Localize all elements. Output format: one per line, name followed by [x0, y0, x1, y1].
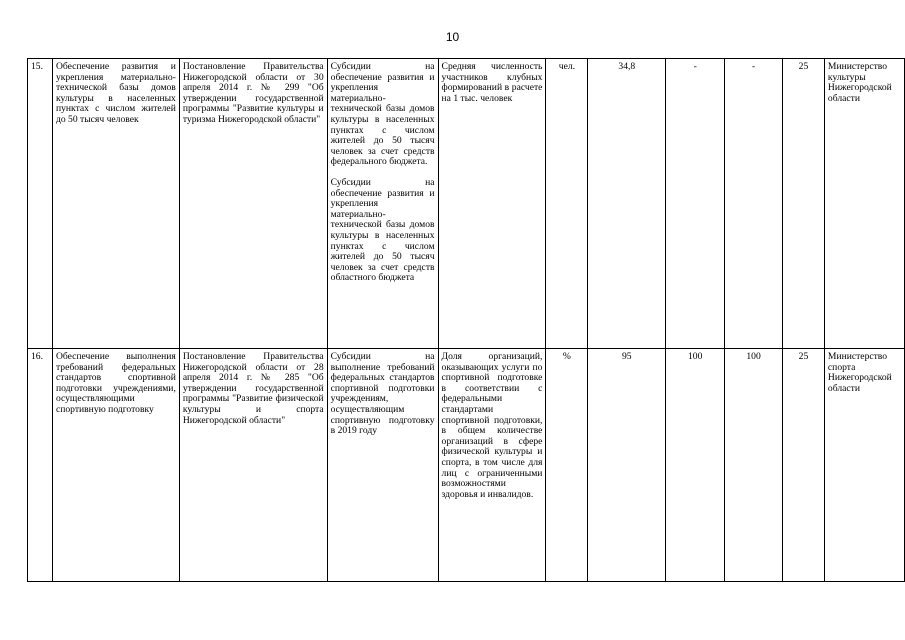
table-row	[28, 59, 905, 349]
subsidy-description	[327, 59, 438, 349]
value-2: 100	[666, 349, 725, 582]
event-name: Обеспечение выполнения требований федеральных стандартов спортивной подготовки учреждениями, осуществляющими спортивную подготовку	[52, 349, 179, 582]
page-number: 10	[445, 30, 460, 44]
program-table	[27, 58, 905, 582]
value-1: 34,8	[588, 59, 666, 349]
subsidy-regional: Субсидии на обеспечение развития и укрепления материально-технической базы домов культуры в населенных пунктах с числом жителей до 50 тысяч человек за счет средств областного бюджета	[330, 176, 435, 284]
row-number: 15.	[28, 59, 53, 349]
unit: чел.	[546, 59, 588, 349]
weight: 25	[783, 59, 825, 349]
row-number: 16.	[28, 349, 53, 582]
legal-basis: Постановление Правительства Нижегородской области от 30 апреля 2014 г. № 299 "Об утверждении государственной программы "Развитие культуры и туризма Нижегородской области"	[179, 59, 327, 349]
weight: 25	[783, 349, 825, 582]
table-row	[28, 349, 905, 582]
unit: %	[546, 349, 588, 582]
legal-basis: Постановление Правительства Нижегородской области от 28 апреля 2014 г. № 285 "Об утверждении государственной программы "Развитие физической культуры и спорта Нижегородской области"	[179, 349, 327, 582]
event-name: Обеспечение развития и укрепления материально-технической базы домов культуры в населенных пунктах с числом жителей до 50 тысяч человек	[52, 59, 179, 349]
value-3: -	[725, 59, 783, 349]
indicator: Доля организаций, оказывающих услуги по спортивной подготовке в соответствии с федеральными стандартами спортивной подготовки, в общем количестве организаций в сфере физической культуры и спорта, в том числе для лиц с ограниченными возможностями здоровья и инвалидов.	[438, 349, 546, 582]
value-1: 95	[588, 349, 666, 582]
value-3: 100	[725, 349, 783, 582]
ministry: Министерство спорта Нижегородской области	[824, 349, 904, 582]
indicator: Средняя численность участников клубных формирований в расчете на 1 тыс. человек	[438, 59, 546, 349]
value-2: -	[666, 59, 725, 349]
subsidy-federal: Субсидии на обеспечение развития и укрепления материально-технической базы домов культуры в населенных пунктах с числом жителей до 50 тысяч человек за счет средств федерального бюджета.	[330, 61, 435, 168]
subsidy-description: Субсидии на выполнение требований федеральных стандартов спортивной подготовки учреждениям, осуществляющим спортивную подготовку в 2019 году	[327, 349, 438, 582]
ministry: Министерство культуры Нижегородской области	[824, 59, 904, 349]
